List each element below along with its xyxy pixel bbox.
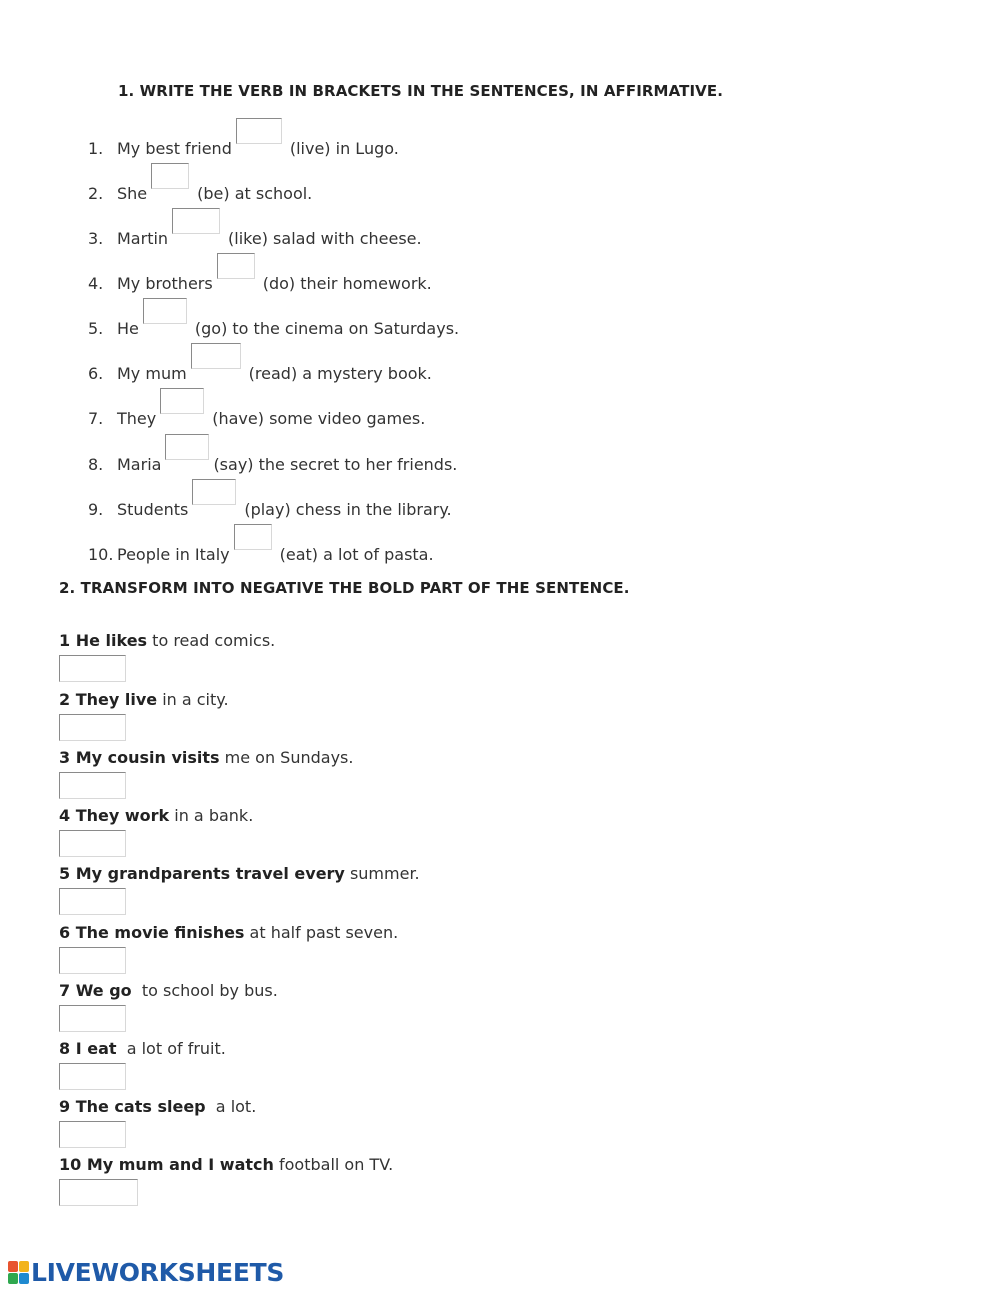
answer-input[interactable] xyxy=(59,714,126,741)
item-number: 6. xyxy=(88,364,104,383)
bold-part: 10 My mum and I watch xyxy=(59,1155,274,1174)
list-item xyxy=(59,981,278,1000)
answer-input[interactable] xyxy=(59,655,126,682)
item-number: 2. xyxy=(88,184,104,203)
bold-part: 7 We go xyxy=(59,981,132,1000)
answer-input[interactable] xyxy=(151,163,189,189)
bold-part: 6 The movie finishes xyxy=(59,923,245,942)
list-item xyxy=(59,806,253,825)
logo-square xyxy=(8,1273,18,1284)
item-number: 3. xyxy=(88,229,104,248)
item-number: 7. xyxy=(88,409,104,428)
sentence-rest: summer. xyxy=(344,864,420,883)
bold-part: 9 The cats sleep xyxy=(59,1097,206,1116)
answer-input[interactable] xyxy=(59,1121,126,1148)
sentence-end: (do) their homework. xyxy=(262,274,432,293)
sentence-start: She xyxy=(117,184,148,203)
sentence-start: He xyxy=(117,319,139,338)
logo-square xyxy=(19,1273,29,1284)
logo-text: LIVEWORKSHEETS xyxy=(31,1258,285,1287)
sentence-end: (go) to the cinema on Saturdays. xyxy=(194,319,460,338)
answer-input[interactable] xyxy=(160,388,204,414)
list-item xyxy=(59,690,229,709)
item-number: 4. xyxy=(88,274,104,293)
sentence-start: My mum xyxy=(117,364,187,383)
list-item xyxy=(88,257,788,297)
list-item xyxy=(59,923,398,942)
list-item xyxy=(59,631,275,650)
answer-input[interactable] xyxy=(236,118,282,144)
sentence-end: (read) a mystery book. xyxy=(248,364,432,383)
answer-input[interactable] xyxy=(217,253,255,279)
answer-input[interactable] xyxy=(59,888,126,915)
sentence-rest: me on Sundays. xyxy=(219,748,354,767)
list-item xyxy=(59,1155,393,1174)
list-item xyxy=(88,483,788,523)
sentence-rest: in a bank. xyxy=(169,806,254,825)
item-number: 9. xyxy=(88,500,104,519)
list-item xyxy=(88,212,788,252)
sentence-end: (say) the secret to her friends. xyxy=(213,455,458,474)
list-item xyxy=(59,1097,256,1116)
sentence-end: (be) at school. xyxy=(197,184,313,203)
answer-input[interactable] xyxy=(165,434,209,460)
list-item xyxy=(88,347,788,387)
answer-input[interactable] xyxy=(59,947,126,974)
sentence-start: Maria xyxy=(117,455,162,474)
liveworksheets-logo-icon xyxy=(8,1261,29,1284)
sentence-end: (have) some video games. xyxy=(212,409,426,428)
list-item xyxy=(88,302,788,342)
sentence-start: People in Italy xyxy=(117,545,230,564)
bold-part: 8 I eat xyxy=(59,1039,117,1058)
bold-part: 5 My grandparents travel every xyxy=(59,864,345,883)
list-item xyxy=(59,864,420,883)
bold-part: 2 They live xyxy=(59,690,158,709)
sentence-rest: at half past seven. xyxy=(244,923,399,942)
sentence-start: My brothers xyxy=(117,274,213,293)
exercise1-title: 1. WRITE THE VERB IN BRACKETS IN THE SENTENCES, IN AFFIRMATIVE. xyxy=(118,82,723,100)
answer-input[interactable] xyxy=(234,524,272,550)
sentence-end: (eat) a lot of pasta. xyxy=(279,545,434,564)
sentence-rest: football on TV. xyxy=(273,1155,394,1174)
list-item xyxy=(88,528,788,568)
answer-input[interactable] xyxy=(59,772,126,799)
logo-square xyxy=(19,1261,29,1272)
logo-square xyxy=(8,1261,18,1272)
item-number: 8. xyxy=(88,455,104,474)
sentence-end: (like) salad with cheese. xyxy=(228,229,422,248)
list-item xyxy=(88,122,788,162)
sentence-end: (live) in Lugo. xyxy=(289,139,399,158)
exercise2-title: 2. TRANSFORM INTO NEGATIVE THE BOLD PART OF THE SENTENCE. xyxy=(59,579,630,597)
bold-part: 3 My cousin visits xyxy=(59,748,220,767)
liveworksheets-logo[interactable] xyxy=(8,1258,284,1287)
bold-part: 1 He likes xyxy=(59,631,148,650)
answer-input[interactable] xyxy=(172,208,220,234)
sentence-rest: to read comics. xyxy=(147,631,276,650)
sentence-end: (play) chess in the library. xyxy=(244,500,452,519)
list-item xyxy=(59,748,353,767)
list-item xyxy=(88,167,788,207)
sentence-start: They xyxy=(117,409,157,428)
bold-part: 4 They work xyxy=(59,806,170,825)
item-number: 1. xyxy=(88,139,104,158)
item-number: 5. xyxy=(88,319,104,338)
list-item xyxy=(88,392,788,432)
sentence-rest: a lot of fruit. xyxy=(116,1039,226,1058)
sentence-start: My best friend xyxy=(117,139,232,158)
answer-input[interactable] xyxy=(59,1005,126,1032)
answer-input[interactable] xyxy=(59,1063,126,1090)
answer-input[interactable] xyxy=(59,830,126,857)
sentence-rest: to school by bus. xyxy=(131,981,278,1000)
item-number: 10. xyxy=(88,545,114,564)
list-item xyxy=(59,1039,226,1058)
sentence-start: Students xyxy=(117,500,189,519)
sentence-rest: in a city. xyxy=(157,690,229,709)
list-item xyxy=(88,438,788,478)
answer-input[interactable] xyxy=(143,298,187,324)
sentence-rest: a lot. xyxy=(205,1097,257,1116)
answer-input[interactable] xyxy=(191,343,241,369)
sentence-start: Martin xyxy=(117,229,169,248)
answer-input[interactable] xyxy=(192,479,236,505)
answer-input[interactable] xyxy=(59,1179,138,1206)
